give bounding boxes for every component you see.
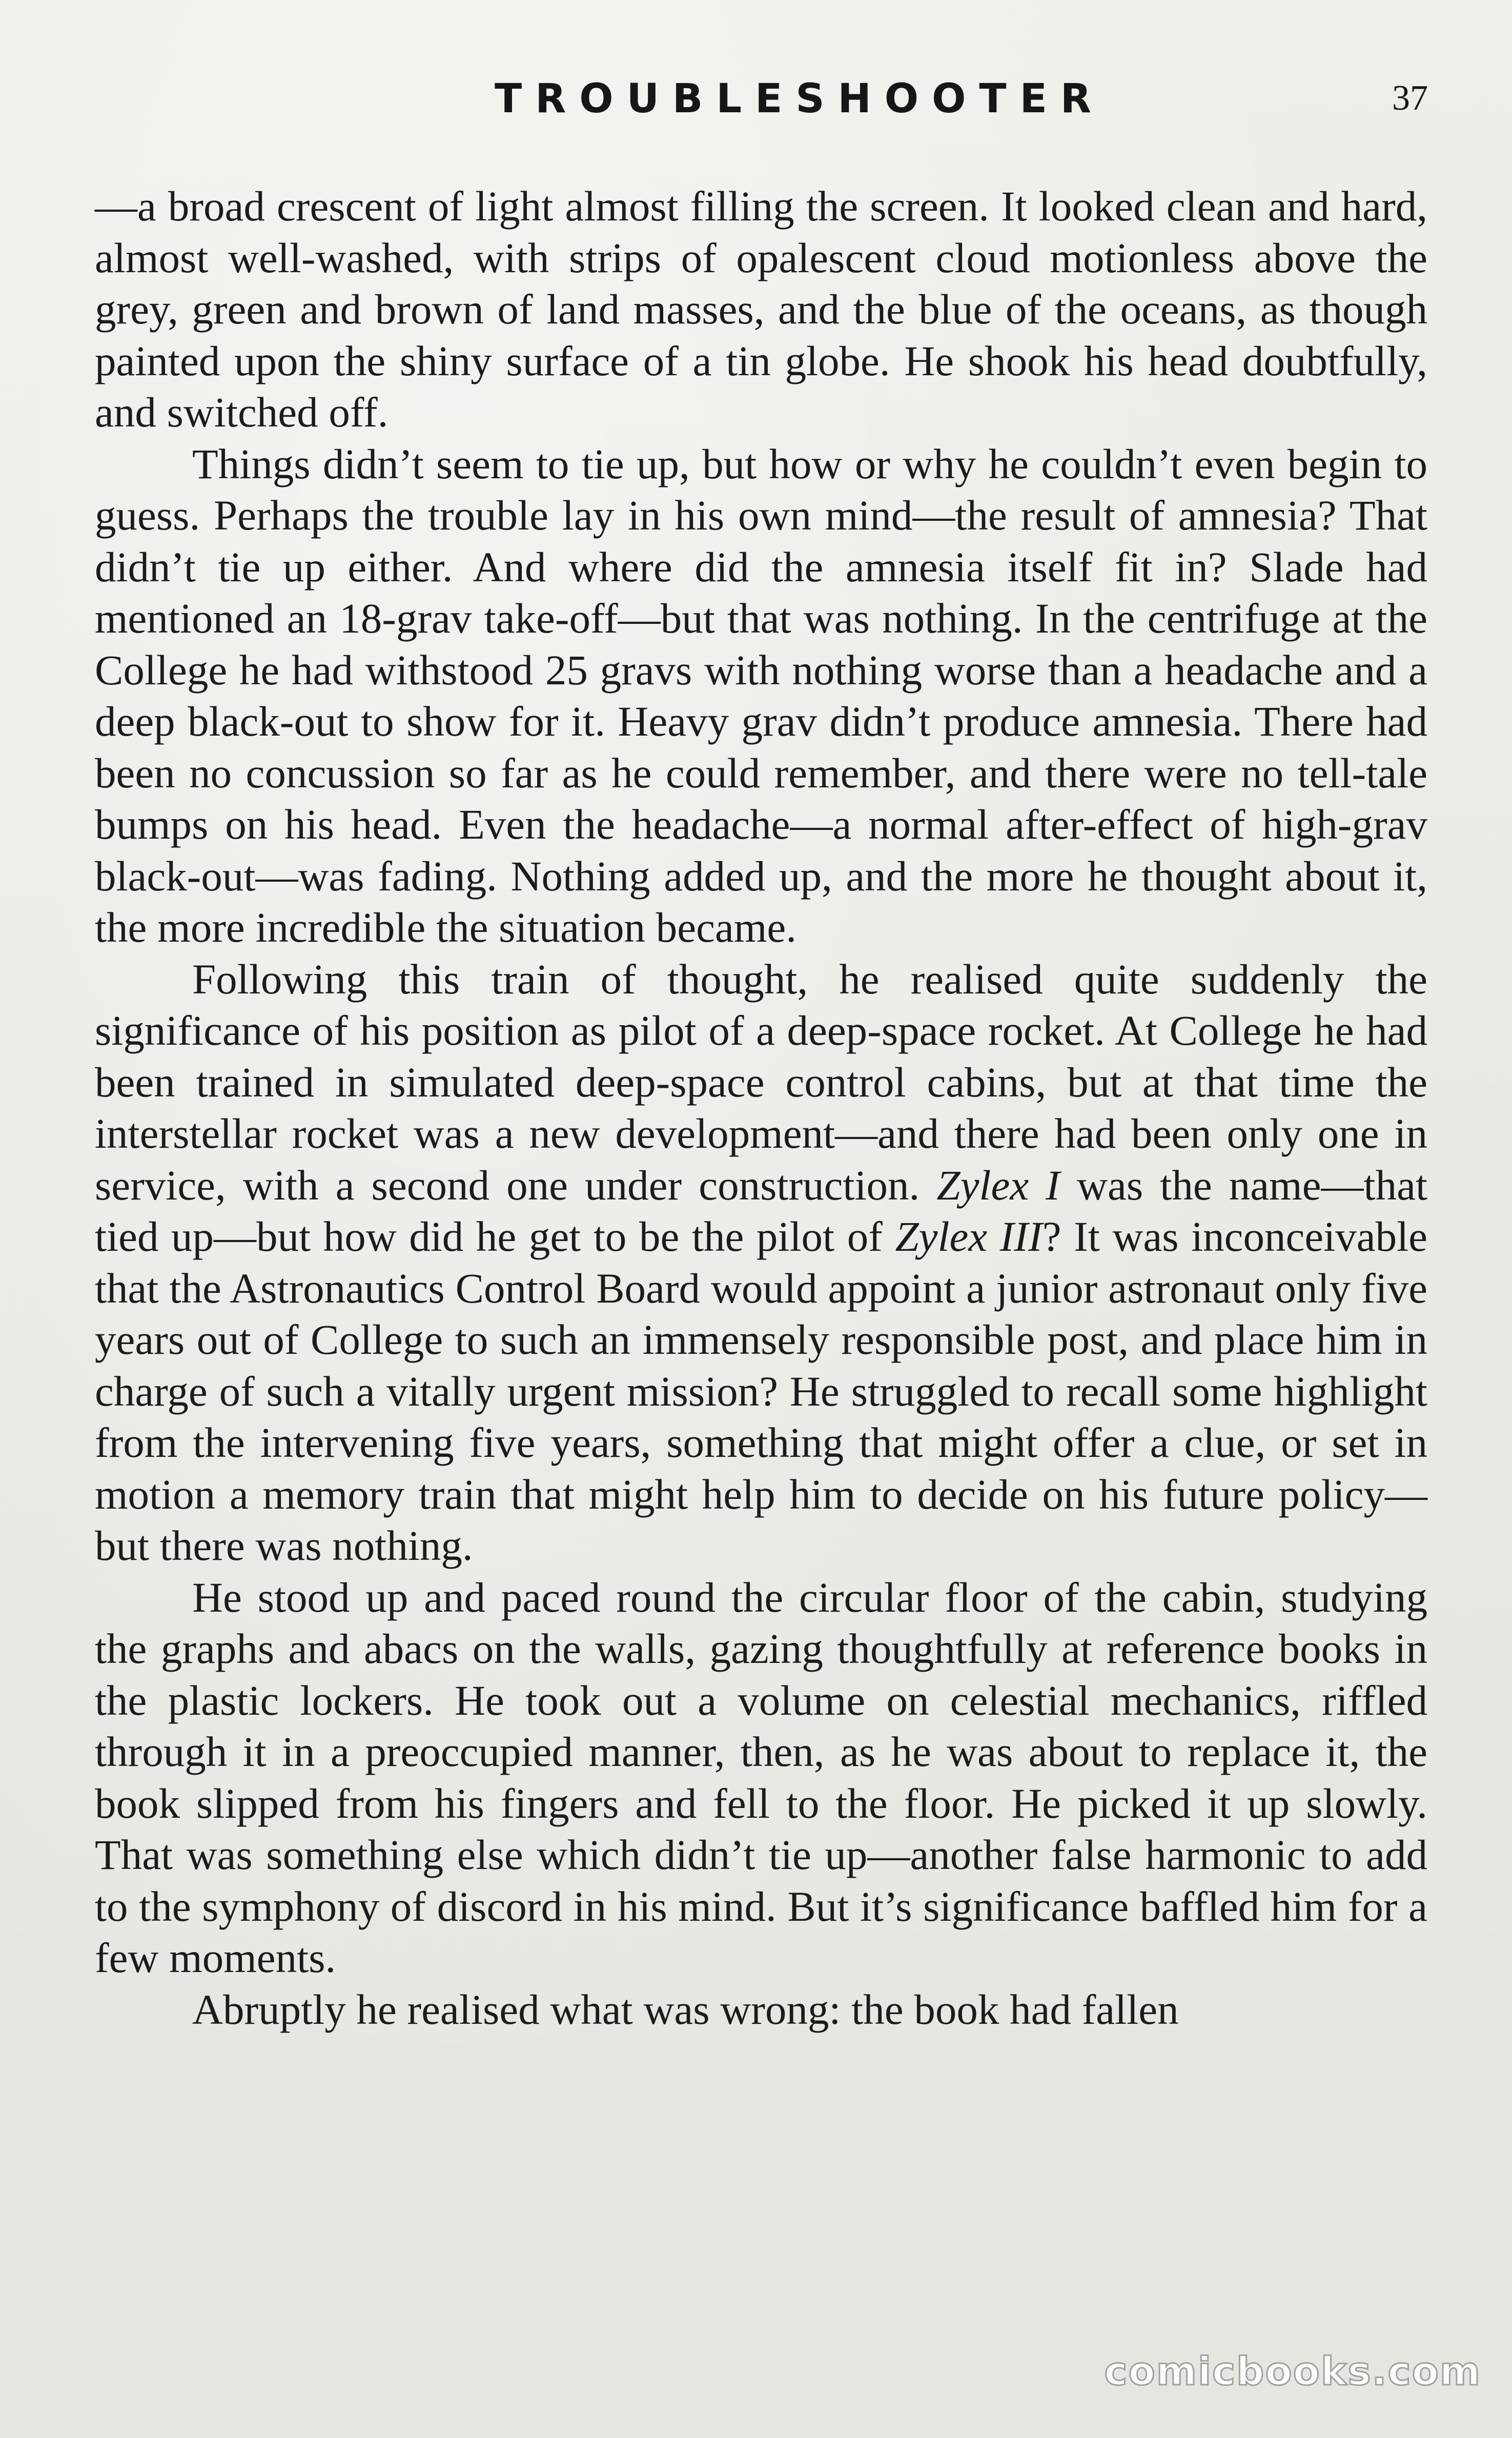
watermark-logo: comicbooks.com [1104, 2348, 1481, 2394]
page-number: 37 [1392, 78, 1428, 118]
paragraph-text: ? It was inconceivable that the Astronautics Control Board would appoint a junior astronaut only five years out of College to such an immensely responsible post, and place him in charge of such a vitally urgent mission? He struggled to recall some highlight from the intervening five years, something that might offer a clue, or set in motion a memory train that might help him to decide on his future policy—but there was nothing. [95, 1213, 1427, 1569]
paragraph [95, 953, 1427, 1572]
paragraph: Abruptly he realised what was wrong: the book had fallen [192, 1985, 1179, 2033]
paragraph: —a broad crescent of light almost filling the screen. It looked clean and hard, almost well-washed, with strips of opalescent cloud motionless above the grey, green and brown of land masses, and the blue of the oceans, as though painted upon the shiny surface of a tin globe. He shook his head doubtfully, and switched off. [95, 182, 1427, 436]
ship-name: Zylex I [936, 1161, 1060, 1209]
paragraph: He stood up and paced round the circular floor of the cabin, studying the graphs and abacs on the walls, gazing thoughtfully at reference books in the plastic lockers. He took out a volume on celestial mechanics, riffled through it in a preoccupied manner, then, as he was about to replace it, the book slipped from his fingers and fell to the floor. He picked it up slowly. That was something else which didn’t tie up—another false harmonic to add to the symphony of discord in his mind. But it’s significance baffled him for a few moments. [95, 1573, 1427, 1981]
page-header [0, 76, 1512, 132]
paragraph: Things didn’t seem to tie up, but how or why he couldn’t even begin to guess. Perhaps the trouble lay in his own mind—the result of amnesia? That didn’t tie up either. And where did the amnesia itself fit in? Slade had mentioned an 18-grav take-off—but that was nothing. In the centrifuge at the College he had withstood 25 gravs with nothing worse than a headache and a deep black-out to show for it. Heavy grav didn’t produce amnesia. There had been no concussion so far as he could remember, and there were no tell-tale bumps on his head. Even the headache—a normal after-effect of high-grav black-out—was fading. Nothing added up, and the more he thought about it, the more incredible the situation became. [95, 440, 1427, 951]
paragraph-text: was the name—that tied up—but how did he get to be the pilot of [95, 1161, 1427, 1260]
running-title: TROUBLESHOOTER [495, 76, 1105, 122]
ship-name: Zylex III [895, 1213, 1043, 1260]
paragraph-text: Following this train of thought, he realised quite suddenly the significance of his position as pilot of a deep-space rocket. At College he had been trained in simulated deep-space control cabins, but at that time the interstellar rocket was a new development—and there had been only one in service, with a second one under construction. [95, 955, 1427, 1209]
body-text [95, 180, 1427, 2035]
